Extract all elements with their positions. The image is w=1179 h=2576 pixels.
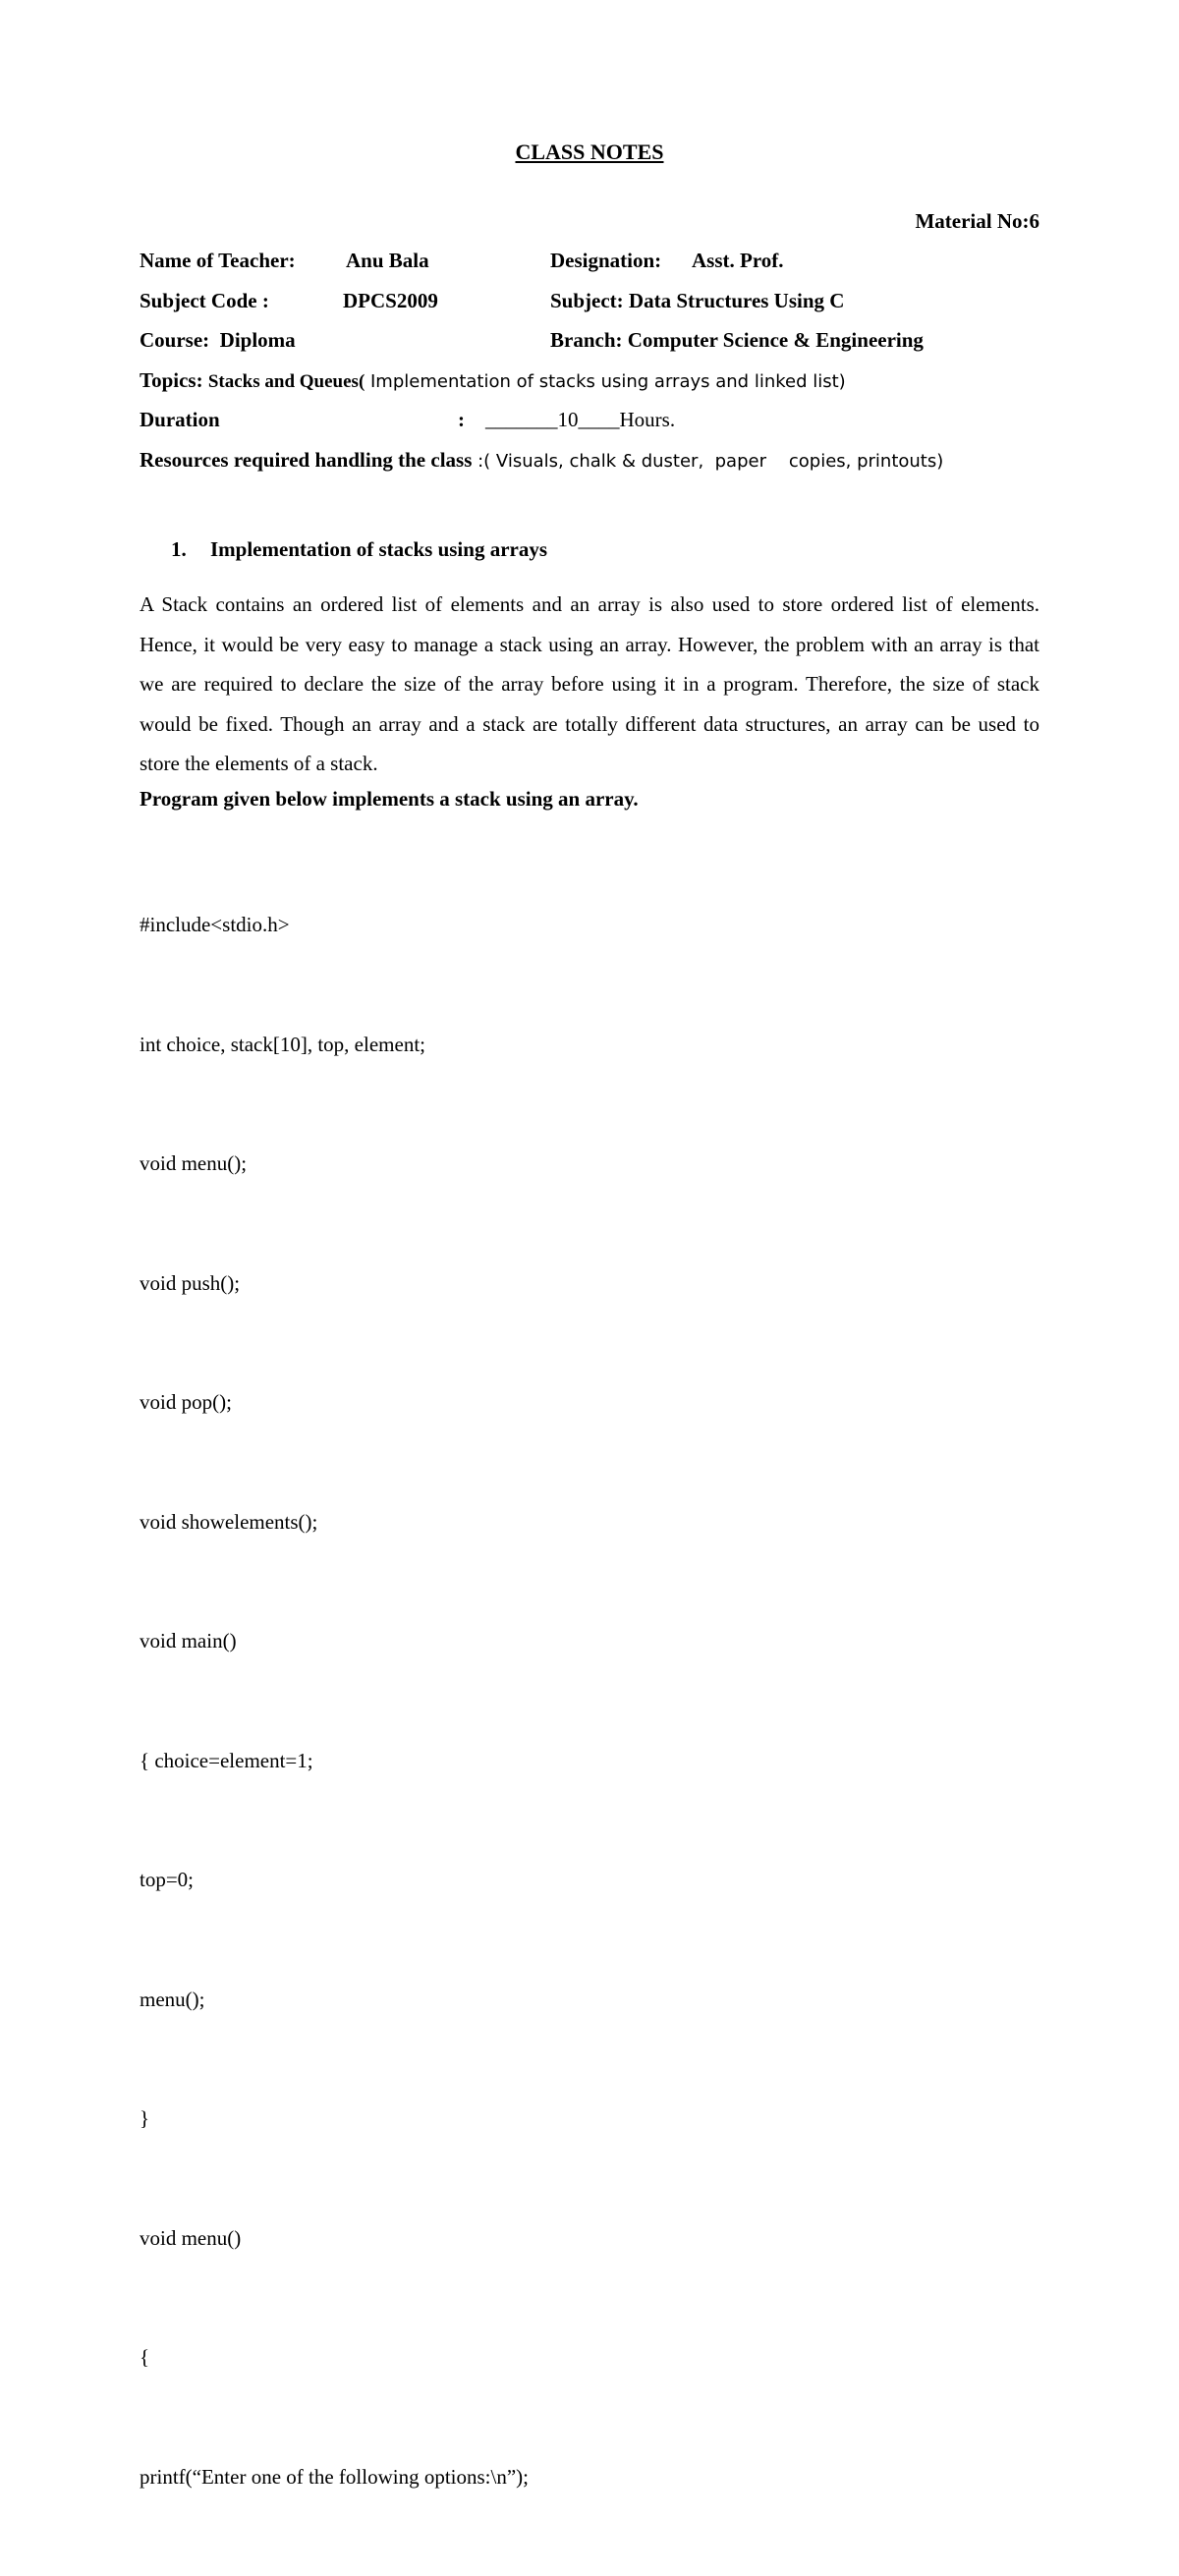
topics-line — [140, 367, 846, 395]
teacher-label: Name of Teacher: — [140, 249, 296, 272]
subject-line — [550, 288, 844, 313]
subject-label: Subject: — [550, 289, 624, 312]
course-value: Diploma — [219, 328, 296, 352]
duration-value: _______10____Hours. — [485, 408, 676, 431]
code-line: } — [140, 2106, 150, 2130]
subject-code-value: DPCS2009 — [343, 289, 438, 312]
section-paragraph: A Stack contains an ordered list of elements and an array is also used to store ordered list of elements. Hence, it would be very easy to manage a stack using an array. However, the problem with an array is that we are required to declare the size of the array before using it in a program. Therefore, the size of stack would be fixed. Though an array and a stack are totally different data structures, an array can be used to store the elements of a stack. — [140, 592, 1039, 775]
designation-label: Designation: — [550, 249, 662, 272]
course-label: Course: — [140, 328, 210, 352]
code-line: top=0; — [140, 1868, 195, 1891]
code-line: int choice, stack[10], top, element; — [140, 1032, 425, 1056]
subject-value: Data Structures Using C — [628, 289, 845, 312]
course-line — [140, 327, 296, 353]
section-number: 1. — [171, 537, 187, 561]
code-line: void menu(); — [140, 1151, 248, 1175]
page-title: CLASS NOTES — [515, 140, 664, 164]
program-intro: Program given below implements a stack using an array. — [140, 787, 639, 811]
subject-code-label: Subject Code : — [140, 289, 269, 312]
code-line: void menu() — [140, 2225, 242, 2250]
branch-line — [550, 327, 924, 353]
branch-label: Branch: — [550, 328, 623, 352]
resources-line — [140, 447, 943, 475]
code-line: void showelements(); — [140, 1509, 318, 1534]
resources-value: :( Visuals, chalk & duster, paper copies, printouts) — [472, 451, 944, 472]
branch-value: Computer Science & Engineering — [627, 328, 924, 352]
code-line: { — [140, 2345, 150, 2369]
code-line: printf(“Enter one of the following options:\n”); — [140, 2464, 529, 2489]
code-line: void pop(); — [140, 1390, 232, 1414]
topics-label: Topics: — [140, 368, 203, 392]
topics-bold: Stacks and Queues( — [207, 371, 365, 392]
topics-rest: Implementation of stacks using arrays and linked list) — [365, 371, 846, 392]
resources-label: Resources required handling the class — [140, 448, 473, 472]
code-line: { choice=element=1; — [140, 1748, 313, 1772]
code-block — [140, 825, 529, 2576]
code-line: menu(); — [140, 1987, 205, 2011]
code-line: #include<stdio.h> — [140, 913, 290, 936]
teacher-value: Anu Bala — [346, 249, 429, 272]
section-heading: Implementation of stacks using arrays — [210, 537, 548, 561]
code-line: void main() — [140, 1629, 237, 1652]
duration-label: Duration — [140, 408, 220, 431]
designation-value: Asst. Prof. — [692, 249, 784, 272]
material-number: Material No:6 — [915, 209, 1039, 233]
code-line: void push(); — [140, 1270, 241, 1295]
duration-colon: : — [458, 408, 465, 431]
